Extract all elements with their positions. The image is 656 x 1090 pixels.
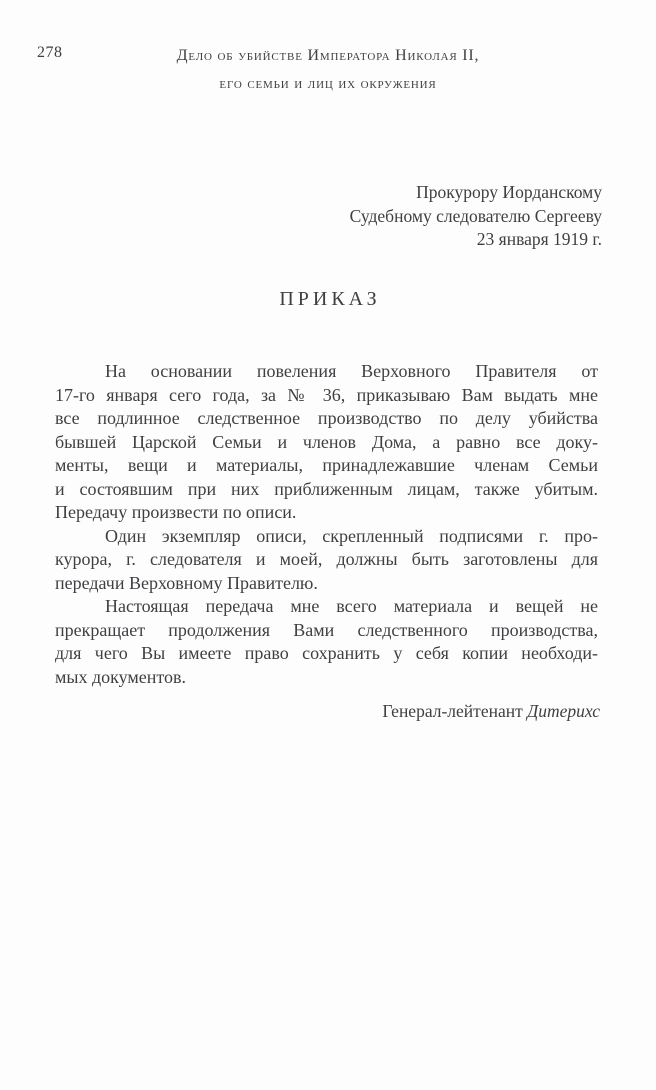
body-line: менты, вещи и материалы, принадлежавшие членам Семьи (55, 455, 598, 475)
body-line: курора, г. следователя и моей, должны быть заготовлены для (55, 549, 598, 569)
body-line: 17-го января сего года, за № 36, приказываю Вам выдать мне (55, 384, 598, 405)
body-line: передачи Верховному Правителю. (55, 572, 318, 593)
body-line: все подлинное следственное производство по делу убийства (55, 408, 598, 428)
running-head-line2: его семьи и лиц их окружения (219, 75, 437, 92)
body-line: и состоявшим при них приближенным лицам, также убитым. (55, 478, 598, 499)
body-line: мых документов. (55, 666, 187, 687)
signature-name: Дитерихс (527, 701, 600, 721)
page-number: 278 (37, 44, 63, 61)
body-line: Настоящая передача мне всего материала и вещей не (105, 596, 598, 616)
body-line: для чего Вы имеете право сохранить у себя копии необходи- (55, 643, 598, 663)
recipient-line: Судебному следователю Сергееву (349, 205, 602, 226)
running-head-line1: Дело об убийстве Императора Николая II, (176, 47, 480, 64)
body-line: бывшей Царской Семьи и членов Дома, а равно все доку- (55, 431, 598, 452)
letter-body (55, 360, 598, 689)
recipient-line: Прокурору Иорданскому (416, 182, 602, 202)
address-block (350, 181, 602, 252)
running-head (0, 42, 656, 98)
body-line: Передачу произвести по описи. (55, 502, 297, 522)
body-line: Один экземпляр описи, скрепленный подписями г. про- (105, 525, 598, 546)
date-line: 23 января 1919 г. (476, 229, 602, 249)
body-line: прекращает продолжения Вами следственного производства, (55, 619, 598, 640)
document-title: ПРИКАЗ (279, 288, 381, 310)
signature-line (382, 700, 600, 723)
signature-rank: Генерал-лейтенант (382, 701, 523, 721)
body-line: На основании повеления Верховного Правителя от (105, 361, 598, 381)
